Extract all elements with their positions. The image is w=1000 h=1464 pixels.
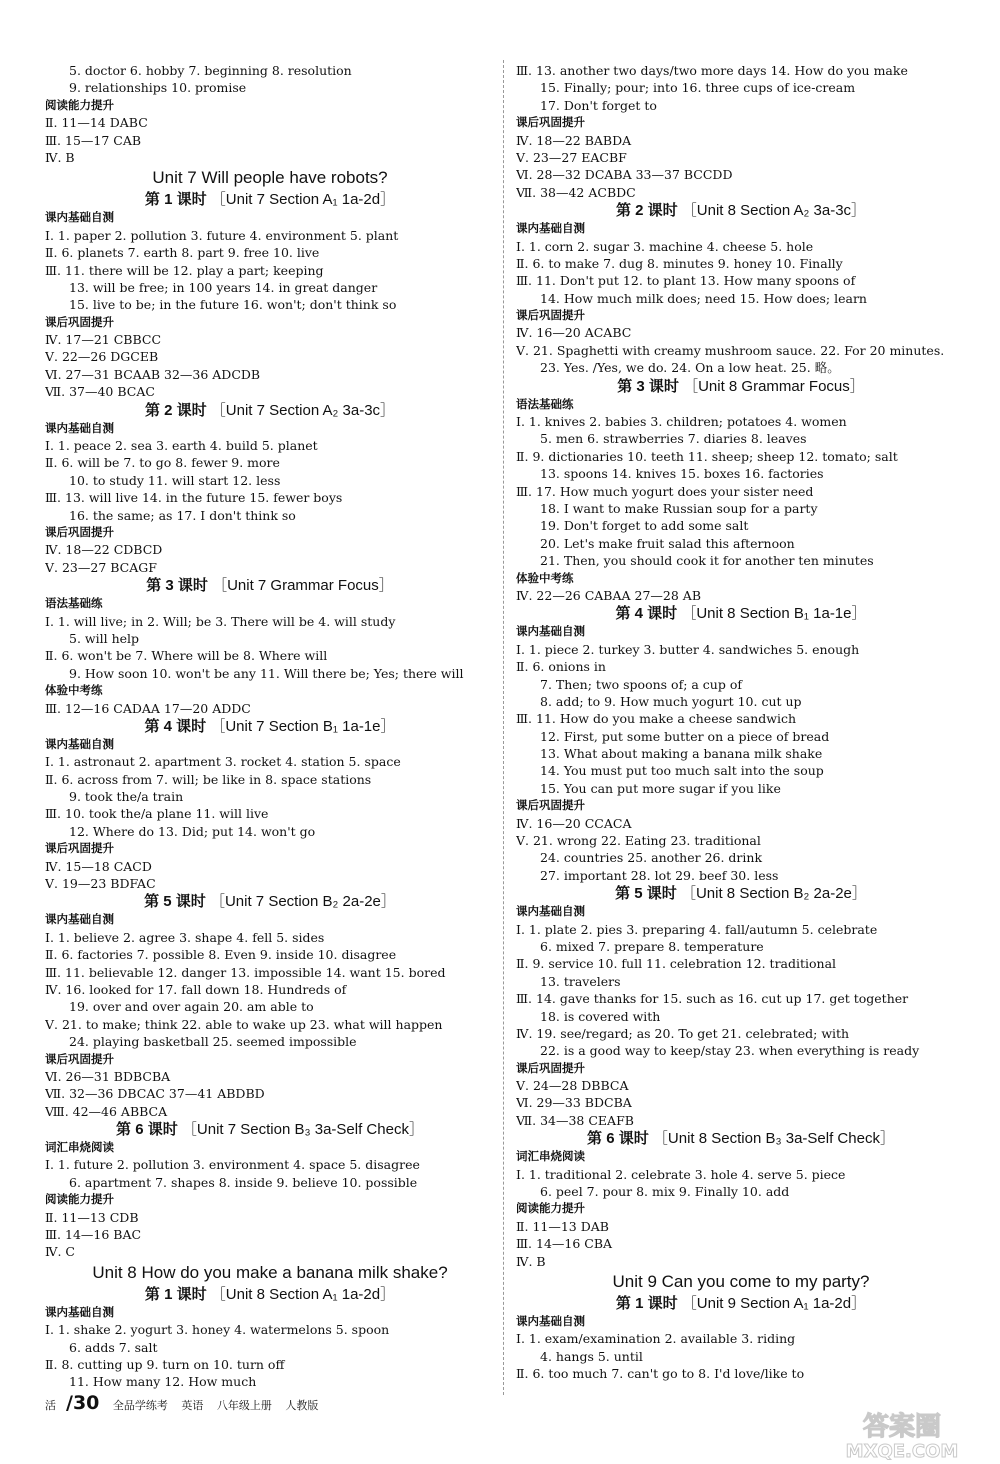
answer-line: Ⅲ. 13. will live 14. in the future 15. fewer boys xyxy=(45,490,343,506)
answer-line: 13. spoons 14. knives 15. boxes 16. factories xyxy=(540,466,824,482)
answer-line: 13. travelers xyxy=(540,973,621,989)
answer-line: Ⅰ. 1. exam/examination 2. available 3. riding xyxy=(516,1331,796,1347)
answer-line: 6. apartment 7. shapes 8. inside 9. believe 10. possible xyxy=(69,1174,418,1190)
section-label: 课后巩固提升 xyxy=(516,1060,585,1075)
answer-line: 21. Then, you should cook it for another ten minutes xyxy=(540,553,874,569)
section-label: 体验中考练 xyxy=(45,683,103,698)
lesson-number: 第 1 课时 xyxy=(144,191,207,209)
watermark-bottom-text: MXQE.COM xyxy=(845,1441,959,1461)
answer-line: 14. How much milk does; need 15. How does; learn xyxy=(540,290,867,306)
lesson-title: ［Unit 8 Section B₃ 3a-Self Check］ xyxy=(652,1130,895,1148)
answer-line: 9. took the/a train xyxy=(69,789,184,805)
answer-line: Ⅱ. 6. won't be 7. Where will be 8. Where will xyxy=(45,648,328,664)
answer-line: 22. is a good way to keep/stay 23. when everything is ready xyxy=(540,1043,920,1059)
answer-line: Ⅱ. 6. too much 7. can't go to 8. I'd love/like to xyxy=(516,1366,805,1382)
edition-name: 人教版 xyxy=(285,1399,319,1412)
answer-line: Ⅲ. 17. How much yogurt does your sister need xyxy=(516,483,814,499)
unit-heading: Unit 7 Will people have robots? xyxy=(152,168,388,188)
answer-line: Ⅱ. 6. factories 7. possible 8. Even 9. inside 10. disagree xyxy=(45,947,397,963)
lesson-number: 第 2 课时 xyxy=(615,202,678,220)
answer-line: Ⅶ. 37—40 BCAC xyxy=(45,384,155,400)
answer-line: Ⅳ. B xyxy=(45,149,75,165)
page-number: /30 xyxy=(66,1392,100,1414)
section-label: 课内基础自测 xyxy=(45,420,114,435)
answer-line: Ⅰ. 1. paper 2. pollution 3. future 4. environment 5. plant xyxy=(45,227,399,243)
answer-line: 13. What about making a banana milk shake xyxy=(540,746,823,762)
answer-line: Ⅴ. 21. wrong 22. Eating 23. traditional xyxy=(516,833,761,849)
answer-line: Ⅱ. 6. onions in xyxy=(516,659,606,675)
section-label: 课后巩固提升 xyxy=(516,798,585,813)
answer-line: 14. You must put too much salt into the soup xyxy=(540,763,824,779)
section-label: 课后巩固提升 xyxy=(45,841,114,856)
answer-line: Ⅶ. 32—36 DBCAC 37—41 ABDBD xyxy=(45,1086,265,1102)
unit-heading: Unit 8 How do you make a banana milk shake? xyxy=(92,1262,448,1282)
answer-line: Ⅳ. 22—26 CABAA 27—28 AB xyxy=(516,587,702,603)
answer-line: Ⅲ. 11. Don't put 12. to plant 13. How many spoons of xyxy=(516,273,856,289)
lesson-number: 第 6 课时 xyxy=(116,1121,178,1139)
lesson-heading xyxy=(516,884,966,903)
answer-line: 9. relationships 10. promise xyxy=(69,80,247,96)
answer-line: Ⅶ. 34—38 CEAFB xyxy=(516,1112,634,1128)
answer-line: Ⅰ. 1. corn 2. sugar 3. machine 4. cheese 5. hole xyxy=(516,238,814,254)
answer-line: Ⅳ. 15—18 CACD xyxy=(45,858,152,874)
unit-heading: Unit 9 Can you come to my party? xyxy=(612,1272,870,1291)
answer-line: Ⅳ. 18—22 BABDA xyxy=(516,132,632,148)
answer-line: Ⅱ. 11—13 DAB xyxy=(516,1218,609,1234)
lesson-heading xyxy=(45,401,495,420)
section-label: 词汇串烧阅读 xyxy=(516,1149,585,1164)
section-label: 课内基础自测 xyxy=(516,1314,585,1328)
lesson-title: ［Unit 8 Section B₁ 1a-1e］ xyxy=(681,605,867,623)
answer-line: 8. add; to 9. How much yogurt 10. cut up xyxy=(540,693,802,709)
answer-line: 5. men 6. strawberries 7. diaries 8. leaves xyxy=(540,431,807,447)
lesson-heading xyxy=(45,1285,495,1304)
lesson-number: 第 5 课时 xyxy=(144,893,206,911)
answer-line: Ⅲ. 13. another two days/two more days 14. How do you make xyxy=(516,63,908,78)
lesson-heading xyxy=(516,201,966,220)
answer-line: Ⅰ. 1. will live; in 2. Will; be 3. There will be 4. will study xyxy=(45,613,396,629)
answer-line: Ⅴ. 22—26 DGCEB xyxy=(45,349,159,365)
lesson-number: 第 4 课时 xyxy=(615,605,678,623)
answer-line: Ⅰ. 1. traditional 2. celebrate 3. hole 4. serve 5. piece xyxy=(516,1166,846,1182)
lesson-heading xyxy=(516,1294,966,1313)
section-label: 体验中考练 xyxy=(516,570,574,585)
section-label: 阅读能力提升 xyxy=(45,1192,114,1207)
lesson-number: 第 2 课时 xyxy=(144,401,207,419)
answer-line: Ⅰ. 1. peace 2. sea 3. earth 4. build 5. planet xyxy=(45,438,318,454)
answer-line: Ⅳ. C xyxy=(45,1244,75,1260)
answer-line: Ⅲ. 10. took the/a plane 11. will live xyxy=(45,806,269,822)
section-label: 课内基础自测 xyxy=(516,904,585,919)
answer-line: 12. First, put some butter on a piece of bread xyxy=(540,728,830,744)
answer-line: 10. to study 11. will start 12. less xyxy=(69,472,281,488)
answer-line: Ⅱ. 8. cutting up 9. turn on 10. turn off xyxy=(45,1357,285,1372)
watermark-logo xyxy=(822,1405,982,1461)
section-label: 课内基础自测 xyxy=(45,736,114,751)
answer-line: 12. Where do 13. Did; put 14. won't go xyxy=(69,823,316,839)
answer-line: Ⅵ. 27—31 BCAAB 32—36 ADCDB xyxy=(45,366,261,382)
answer-line: Ⅰ. 1. future 2. pollution 3. environment 4. space 5. disagree xyxy=(45,1157,420,1173)
watermark-top-text: 答案圈 xyxy=(862,1412,942,1442)
answer-line: Ⅰ. 1. shake 2. yogurt 3. honey 4. watermelons 5. spoon xyxy=(45,1322,390,1338)
section-label: 课内基础自测 xyxy=(516,624,585,639)
lesson-title: ［Unit 7 Section A₂ 3a-3c］ xyxy=(210,401,396,419)
answer-line: 20. Let's make fruit salad this afternoon xyxy=(540,535,795,551)
answer-line: 15. Finally; pour; into 16. three cups of ice-cream xyxy=(540,80,856,96)
answer-line: 6. adds 7. salt xyxy=(69,1339,158,1355)
answer-line: 17. Don't forget to xyxy=(540,97,657,113)
answer-line: 19. over and over again 20. am able to xyxy=(69,999,314,1015)
lesson-title: ［Unit 9 Section A₁ 1a-2d］ xyxy=(681,1295,867,1312)
lesson-title: ［Unit 7 Section B₃ 3a-Self Check］ xyxy=(181,1121,424,1139)
answer-line: 15. You can put more sugar if you like xyxy=(540,780,781,796)
answer-line: 7. Then; two spoons of; a cup of xyxy=(540,676,742,692)
answer-line: 18. I want to make Russian soup for a party xyxy=(540,500,818,516)
answer-line: Ⅳ. 16. looked for 17. fall down 18. Hundreds of xyxy=(45,981,347,997)
answer-line: Ⅲ. 12—16 CADAA 17—20 ADDC xyxy=(45,700,251,716)
answer-line: 9. How soon 10. won't be any 11. Will there be; Yes; there will xyxy=(69,665,464,681)
answer-line: Ⅱ. 6. planets 7. earth 8. part 9. free 10. live xyxy=(45,245,320,261)
lesson-title: ［Unit 8 Section A₂ 3a-3c］ xyxy=(681,202,867,220)
answer-line: 24. countries 25. another 26. drink xyxy=(540,850,763,866)
answer-line: Ⅱ. 11—14 DABC xyxy=(45,115,148,131)
answer-line: 18. is covered with xyxy=(540,1008,661,1024)
section-label: 课后巩固提升 xyxy=(516,308,585,323)
answer-line: Ⅴ. 23—27 BCAGF xyxy=(45,559,157,575)
lesson-number: 第 4 课时 xyxy=(144,717,207,735)
answer-line: 15. live to be; in the future 16. won't; don't think so xyxy=(69,297,397,313)
answer-line: Ⅱ. 6. to make 7. dug 8. minutes 9. honey 10. Finally xyxy=(516,255,843,271)
lesson-heading xyxy=(45,190,495,209)
answer-line: 5. will help xyxy=(69,630,140,646)
section-label: 课内基础自测 xyxy=(516,221,585,236)
section-label: 词汇串烧阅读 xyxy=(45,1140,114,1155)
section-label: 课后巩固提升 xyxy=(516,115,585,130)
lesson-heading xyxy=(516,377,966,396)
answer-line: Ⅱ. 9. dictionaries 10. teeth 11. sheep; sheep 12. tomato; salt xyxy=(516,448,898,464)
answer-line: Ⅱ. 6. will be 7. to go 8. fewer 9. more xyxy=(45,455,280,471)
lesson-heading xyxy=(45,892,495,911)
answer-line: Ⅶ. 38—42 ACBDC xyxy=(516,184,636,200)
section-label: 阅读能力提升 xyxy=(45,97,114,112)
answer-line: Ⅴ. 21. Spaghetti with creamy mushroom sauce. 22. For 20 minutes. xyxy=(516,342,945,358)
answer-line: Ⅲ. 14—16 CBA xyxy=(516,1236,613,1252)
answer-line: 11. How many 12. How much xyxy=(69,1374,257,1390)
lesson-title: ［Unit 8 Grammar Focus］ xyxy=(683,377,865,395)
section-label: 课后巩固提升 xyxy=(45,524,114,539)
answer-line: Ⅲ. 11. there will be 12. play a part; keeping xyxy=(45,262,324,278)
section-label: 课内基础自测 xyxy=(45,1304,114,1319)
answer-line: Ⅱ. 11—13 CDB xyxy=(45,1209,139,1225)
lesson-number: 第 3 课时 xyxy=(617,377,679,395)
answer-line: 4. hangs 5. until xyxy=(540,1348,643,1364)
footer-prefix: 活 xyxy=(45,1399,56,1412)
section-label: 课后巩固提升 xyxy=(45,1051,114,1066)
right-column xyxy=(516,62,966,1383)
lesson-number: 第 6 课时 xyxy=(587,1130,649,1148)
answer-line: 24. playing basketball 25. seemed impossible xyxy=(69,1034,357,1050)
answer-line: 19. Don't forget to add some salt xyxy=(540,518,749,534)
answer-line: Ⅰ. 1. astronaut 2. apartment 3. rocket 4. station 5. space xyxy=(45,754,401,770)
lesson-number: 第 1 课时 xyxy=(615,1295,678,1312)
answer-line: Ⅲ. 15—17 CAB xyxy=(45,132,142,148)
answer-line: Ⅱ. 6. across from 7. will; be like in 8. space stations xyxy=(45,771,372,787)
answer-line: Ⅷ. 42—46 ABBCA xyxy=(45,1103,168,1119)
lesson-title: ［Unit 7 Section A₁ 1a-2d］ xyxy=(210,191,396,209)
page-footer xyxy=(45,1392,328,1414)
answer-line: Ⅱ. 9. service 10. full 11. celebration 12. traditional xyxy=(516,956,837,972)
answer-line: Ⅵ. 29—33 BDCBA xyxy=(516,1095,632,1111)
answer-line: Ⅰ. 1. piece 2. turkey 3. butter 4. sandwiches 5. enough xyxy=(516,641,860,657)
answer-line: 6. mixed 7. prepare 8. temperature xyxy=(540,938,764,954)
section-label: 语法基础练 xyxy=(45,596,103,611)
answer-line: Ⅲ. 11. believable 12. danger 13. impossible 14. want 15. bored xyxy=(45,964,446,980)
answer-line: 5. doctor 6. hobby 7. beginning 8. resolution xyxy=(69,63,352,78)
answer-line: Ⅰ. 1. plate 2. pies 3. preparing 4. fall/autumn 5. celebrate xyxy=(516,921,878,937)
lesson-title: ［Unit 8 Section B₂ 2a-2e］ xyxy=(680,885,867,903)
answer-line: Ⅲ. 14. gave thanks for 15. such as 16. cut up 17. get together xyxy=(516,991,909,1007)
section-label: 课内基础自测 xyxy=(45,210,114,225)
answer-line: Ⅳ. 19. see/regard; as 20. To get 21. celebrated; with xyxy=(516,1025,850,1041)
answer-line: 23. Yes. /Yes, we do. 24. On a low heat. 25. 略。 xyxy=(540,360,840,376)
grade-name: 八年级上册 xyxy=(216,1399,272,1412)
answer-line: Ⅲ. 11. How do you make a cheese sandwich xyxy=(516,711,797,727)
answer-line: Ⅲ. 14—16 BAC xyxy=(45,1227,142,1243)
answer-line: Ⅳ. B xyxy=(516,1253,546,1269)
section-label: 课内基础自测 xyxy=(45,912,114,927)
subject-name: 英语 xyxy=(181,1399,204,1412)
answer-line: 13. will be free; in 100 years 14. in great danger xyxy=(69,279,378,295)
lesson-title: ［Unit 7 Section B₂ 2a-2e］ xyxy=(209,893,396,911)
lesson-heading xyxy=(45,1120,495,1139)
lesson-heading xyxy=(516,1129,966,1148)
answer-line: Ⅵ. 28—32 DCABA 33—37 BCCDD xyxy=(516,167,733,183)
lesson-heading xyxy=(516,604,966,623)
lesson-heading xyxy=(45,717,495,736)
answer-line: Ⅳ. 16—20 CCACA xyxy=(516,815,632,831)
column-divider xyxy=(503,60,504,1395)
answer-line: Ⅳ. 18—22 CDBCD xyxy=(45,542,163,558)
series-name: 全品学练考 xyxy=(112,1399,168,1412)
answer-line: Ⅴ. 21. to make; think 22. able to wake up 23. what will happen xyxy=(45,1016,443,1032)
lesson-title: ［Unit 8 Section A₁ 1a-2d］ xyxy=(210,1285,396,1303)
section-label: 语法基础练 xyxy=(516,396,574,411)
answer-line: Ⅴ. 19—23 BDFAC xyxy=(45,876,156,892)
lesson-number: 第 5 课时 xyxy=(615,885,677,903)
answer-line: Ⅰ. 1. knives 2. babies 3. children; potatoes 4. women xyxy=(516,414,847,430)
lesson-number: 第 1 课时 xyxy=(144,1285,207,1303)
answer-line: Ⅰ. 1. believe 2. agree 3. shape 4. fell 5. sides xyxy=(45,929,325,945)
answer-line: 6. peel 7. pour 8. mix 9. Finally 10. add xyxy=(540,1184,790,1200)
section-label: 阅读能力提升 xyxy=(516,1201,585,1216)
answer-line: Ⅳ. 16—20 ACABC xyxy=(516,325,632,341)
answer-line: 27. important 28. lot 29. beef 30. less xyxy=(540,867,779,883)
lesson-number: 第 3 课时 xyxy=(146,577,208,595)
lesson-title: ［Unit 7 Section B₁ 1a-1e］ xyxy=(210,717,396,735)
left-column xyxy=(45,62,495,1391)
answer-line: Ⅴ. 23—27 EACBF xyxy=(516,149,627,165)
answer-line: Ⅴ. 24—28 DBBCA xyxy=(516,1078,629,1094)
answer-line: Ⅵ. 26—31 BDBCBA xyxy=(45,1068,171,1084)
answer-line: 16. the same; as 17. I don't think so xyxy=(69,507,296,523)
lesson-heading xyxy=(45,576,495,595)
lesson-title: ［Unit 7 Grammar Focus］ xyxy=(212,577,394,595)
answer-line: Ⅳ. 17—21 CBBCC xyxy=(45,332,162,348)
section-label: 课后巩固提升 xyxy=(45,314,114,329)
